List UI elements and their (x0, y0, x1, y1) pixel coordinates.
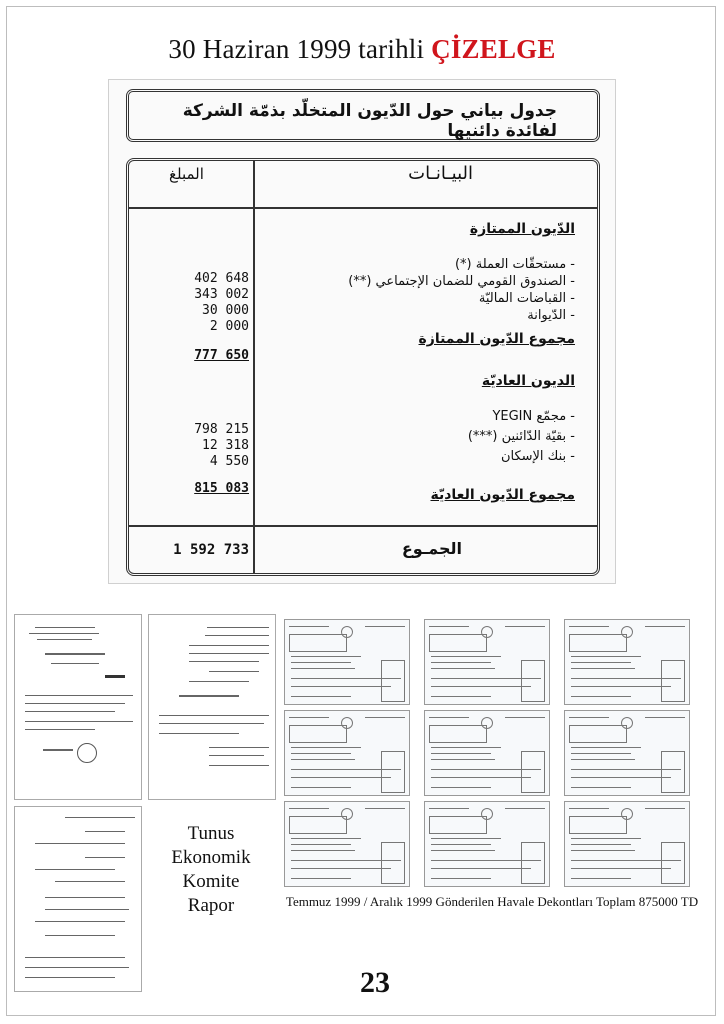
ordinary-item-amount: 798 215 (194, 422, 249, 437)
transfer-receipt (564, 801, 690, 887)
transfer-receipt (424, 710, 550, 796)
transfer-receipts-caption: Temmuz 1999 / Aralık 1999 Gönderilen Havale Dekontları Toplam 875000 TD (285, 894, 699, 909)
scanned-letter-3 (14, 806, 142, 992)
table-header-text: جدول بياني حول الدّيون المتخلّد بذمّة الشركة لفائدة دائنيها (182, 101, 557, 141)
privileged-item-amount: 343 002 (194, 287, 249, 302)
privileged-item-label: - القباضات الماليّة (478, 291, 575, 306)
transfer-receipt (284, 710, 410, 796)
column-header-amount: المبلغ (169, 165, 204, 183)
ordinary-item-amount: 4 550 (209, 454, 249, 469)
grand-total-label: الجمـوع (401, 539, 462, 558)
column-divider (253, 161, 255, 573)
transfer-receipt (424, 801, 550, 887)
ordinary-item-amount: 12 318 (202, 438, 249, 453)
caption-line: Rapor (187, 895, 235, 916)
ordinary-item-label: - بقيّة الدّائنين (***) (467, 429, 575, 444)
page-number: 23 (360, 966, 390, 999)
privileged-total-amount: 777 650 (194, 348, 249, 363)
privileged-item-amount: 402 648 (194, 271, 249, 286)
ordinary-item-label: - مجمّع YEGIN (492, 409, 575, 424)
privileged-item-label: - مستحقّات العملة (*) (454, 257, 575, 272)
transfer-receipt (424, 619, 550, 705)
transfer-receipt (284, 801, 410, 887)
committee-report-caption (156, 822, 266, 918)
caption-line: Komite (182, 871, 240, 892)
ordinary-item-label: - بنك الإسكان (500, 449, 575, 464)
scanned-letter-1 (14, 614, 142, 800)
caption-line: Ekonomik (171, 847, 251, 868)
privileged-item-amount: 30 000 (202, 303, 249, 318)
table-header-box (126, 89, 600, 142)
total-divider (129, 525, 597, 527)
column-header-data: البيـانـات (408, 163, 473, 184)
ordinary-total-label: مجموع الدّيون العاديّة (430, 487, 575, 503)
scanned-letter-2 (148, 614, 276, 800)
ordinary-total-amount: 815 083 (194, 481, 249, 496)
privileged-total-label: مجموع الدّيون الممتازة (418, 331, 575, 347)
caption-line: Tunus (187, 823, 235, 844)
title-highlight: ÇİZELGE (431, 34, 556, 64)
privileged-item-label: - الدّيوانة (527, 308, 575, 323)
page-title (0, 34, 724, 65)
ordinary-heading: الديون العاديّة (481, 373, 575, 389)
grand-total-amount: 1 592 733 (173, 542, 249, 558)
privileged-heading: الدّيون الممتازة (469, 221, 575, 237)
transfer-receipt (284, 619, 410, 705)
debt-table (126, 158, 600, 576)
title-prefix: 30 Haziran 1999 tarihli (168, 34, 432, 64)
debt-table-scan (108, 79, 616, 584)
privileged-item-label: - الصندوق القومي للضمان الإجتماعي (**) (348, 274, 575, 289)
header-divider (129, 207, 597, 209)
privileged-item-amount: 2 000 (209, 319, 249, 334)
transfer-receipt (564, 619, 690, 705)
transfer-receipt (564, 710, 690, 796)
